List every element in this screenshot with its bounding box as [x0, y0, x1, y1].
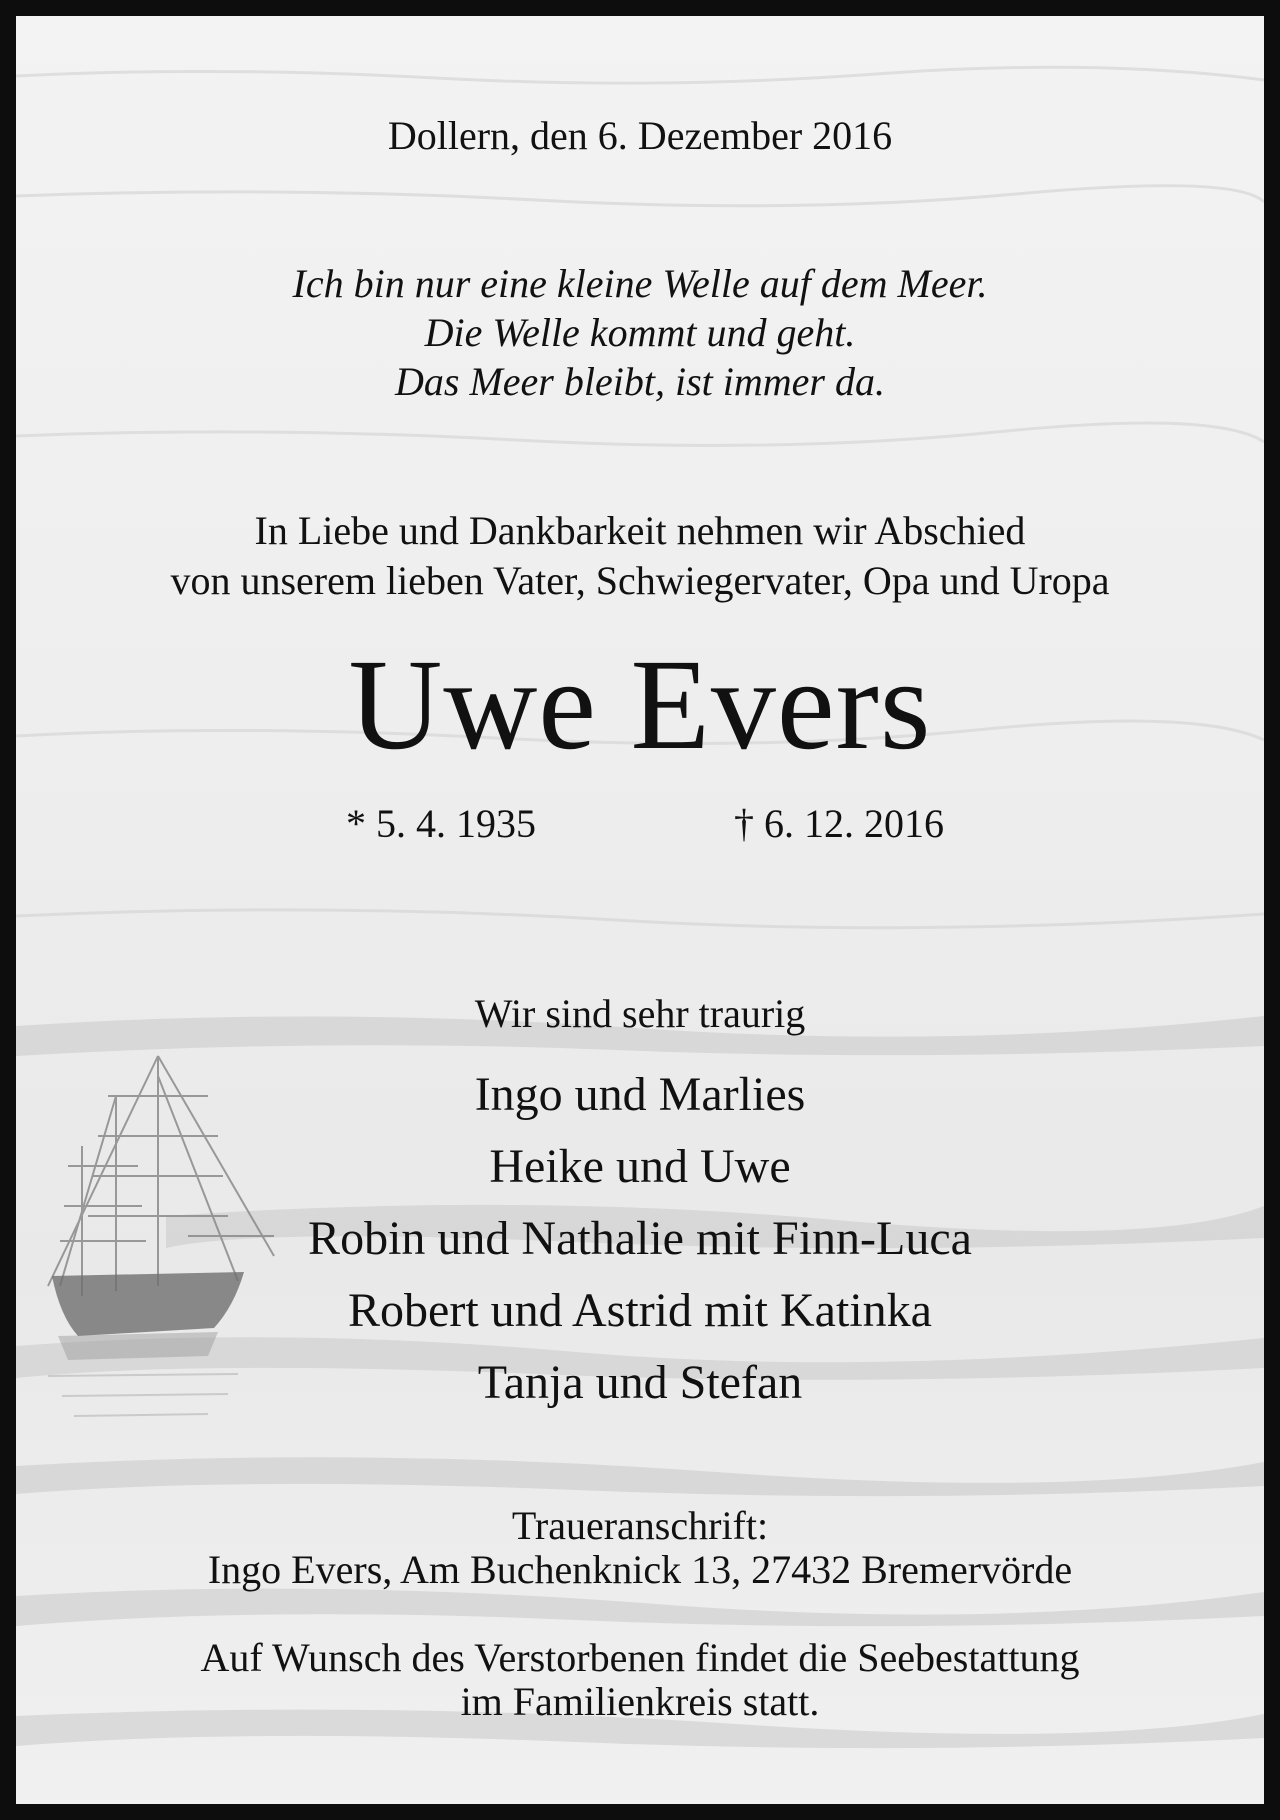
death-date: † 6. 12. 2016 [734, 801, 944, 846]
mourning-address: Ingo Evers, Am Buchenknick 13, 27432 Bremervörde [207, 1547, 1073, 1592]
burial-note: Auf Wunsch des Verstorbenen findet die Seebestattung [200, 1635, 1080, 1680]
mourner-name: Heike und Uwe [489, 1140, 791, 1193]
notice-content [16, 16, 1264, 1804]
mourner-name: Tanja und Stefan [477, 1356, 803, 1409]
mourner-name: Ingo und Marlies [474, 1068, 806, 1121]
mourner-name: Robert und Astrid mit Katinka [348, 1284, 932, 1337]
mourner-name: Robin und Nathalie mit Finn-Luca [308, 1212, 972, 1265]
poem-line: Das Meer bleibt, ist immer da. [395, 359, 885, 404]
mourning-line: Wir sind sehr traurig [474, 991, 806, 1036]
intro-line: von unserem lieben Vater, Schwiegervater, Opa und Uropa [170, 558, 1110, 603]
burial-note: im Familienkreis statt. [460, 1679, 820, 1724]
poem-line: Die Welle kommt und geht. [424, 310, 856, 355]
address-label: Traueranschrift: [511, 1503, 769, 1548]
birth-date: * 5. 4. 1935 [346, 801, 536, 846]
deceased-name: Uwe Evers [348, 633, 932, 777]
place-date: Dollern, den 6. Dezember 2016 [387, 113, 893, 158]
poem-line: Ich bin nur eine kleine Welle auf dem Meer. [292, 261, 988, 306]
intro-line: In Liebe und Dankbarkeit nehmen wir Abschied [254, 508, 1026, 553]
